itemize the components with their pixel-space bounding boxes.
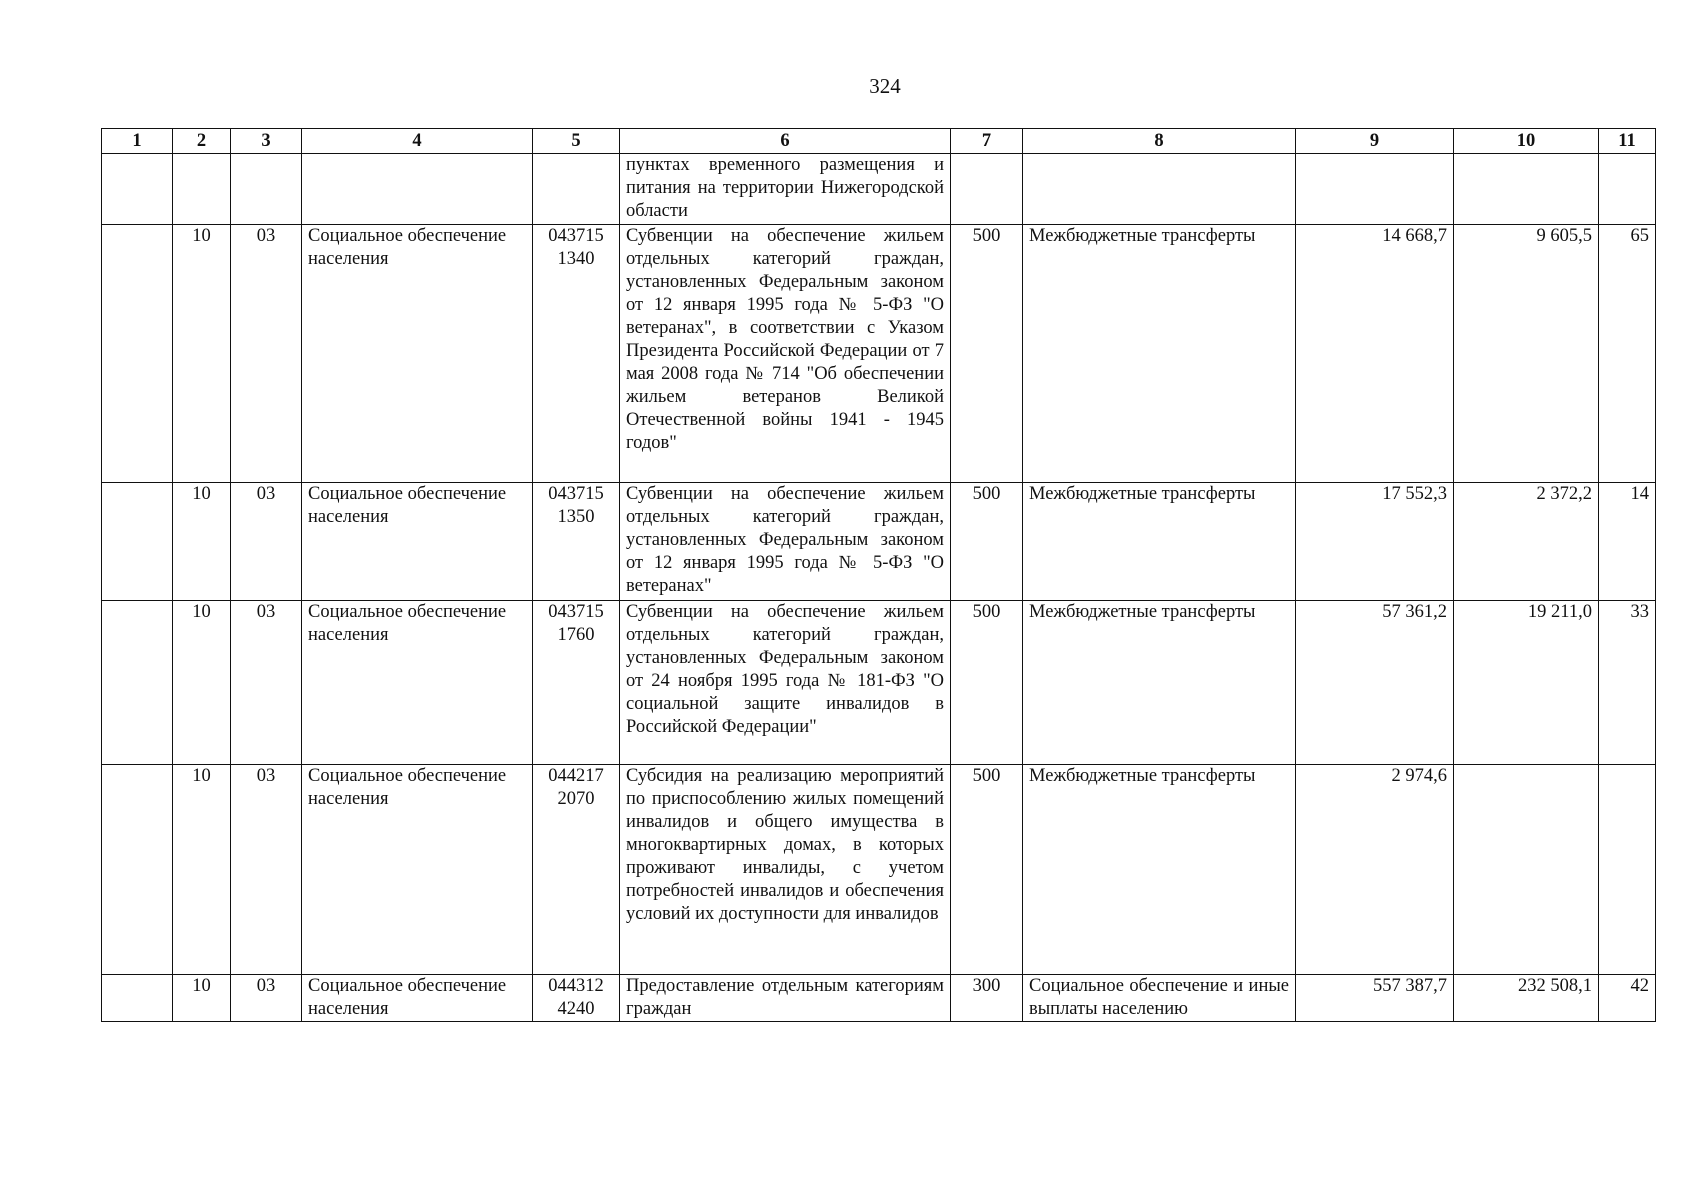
cell-target-code: 043715 1350 <box>533 483 620 601</box>
cell-section-name: Социальное обеспечение населения <box>302 225 533 483</box>
cell-col1 <box>102 154 173 225</box>
cell-section: 10 <box>173 765 231 975</box>
page-number: 324 <box>869 74 901 98</box>
cell-subsection: 03 <box>231 225 302 483</box>
header-row <box>102 129 1656 154</box>
cell-description: Субсидия на реализацию мероприятий по приспособлению жилых помещений инвалидов и общего имущества в многоквартирных домах, в которых проживают инвалиды, с учетом потребностей инвалидов и обеспечения условий их доступности для инвалидов <box>620 765 951 975</box>
cell-section: 10 <box>173 975 231 1022</box>
cell-plan-amount: 14 668,7 <box>1296 225 1454 483</box>
cell-expense-type: 500 <box>951 765 1023 975</box>
cell-col1 <box>102 483 173 601</box>
cell-actual-amount: 9 605,5 <box>1454 225 1599 483</box>
table-row <box>102 483 1656 601</box>
cell-col1 <box>102 225 173 483</box>
column-header: 3 <box>231 129 302 154</box>
cell-plan-amount: 557 387,7 <box>1296 975 1454 1022</box>
cell-expense-name <box>1023 154 1296 225</box>
cell-section: 10 <box>173 483 231 601</box>
cell-plan-amount: 2 974,6 <box>1296 765 1454 975</box>
cell-subsection: 03 <box>231 601 302 765</box>
column-header: 4 <box>302 129 533 154</box>
cell-target-code <box>533 154 620 225</box>
column-header: 1 <box>102 129 173 154</box>
cell-expense-type: 500 <box>951 225 1023 483</box>
cell-description: Субвенции на обеспечение жильем отдельных категорий граждан, установленных Федеральным законом от 24 ноября 1995 года № 181-ФЗ "О социальной защите инвалидов в Российской Федерации" <box>620 601 951 765</box>
cell-actual-amount: 232 508,1 <box>1454 975 1599 1022</box>
cell-section: 10 <box>173 225 231 483</box>
cell-target-code: 043715 1760 <box>533 601 620 765</box>
cell-section-name: Социальное обеспечение населения <box>302 975 533 1022</box>
column-header: 6 <box>620 129 951 154</box>
column-header: 9 <box>1296 129 1454 154</box>
cell-percent: 65 <box>1599 225 1656 483</box>
cell-percent: 42 <box>1599 975 1656 1022</box>
cell-expense-name: Межбюджетные трансферты <box>1023 601 1296 765</box>
cell-description: Предоставление отдельным категориям граждан <box>620 975 951 1022</box>
cell-expense-name: Межбюджетные трансферты <box>1023 765 1296 975</box>
table-row <box>102 154 1656 225</box>
column-header: 2 <box>173 129 231 154</box>
cell-expense-type: 500 <box>951 601 1023 765</box>
cell-plan-amount: 57 361,2 <box>1296 601 1454 765</box>
cell-percent <box>1599 154 1656 225</box>
cell-percent: 33 <box>1599 601 1656 765</box>
column-header: 7 <box>951 129 1023 154</box>
column-header: 11 <box>1599 129 1656 154</box>
cell-col1 <box>102 601 173 765</box>
cell-percent <box>1599 765 1656 975</box>
cell-description: Субвенции на обеспечение жильем отдельных категорий граждан, установленных Федеральным законом от 12 января 1995 года № 5-ФЗ "О ветеранах" <box>620 483 951 601</box>
cell-actual-amount <box>1454 154 1599 225</box>
column-header: 5 <box>533 129 620 154</box>
cell-col1 <box>102 765 173 975</box>
table-row <box>102 975 1656 1022</box>
budget-table <box>101 128 1656 1022</box>
table-row <box>102 601 1656 765</box>
cell-section-name <box>302 154 533 225</box>
cell-section-name: Социальное обеспечение населения <box>302 601 533 765</box>
cell-expense-name: Межбюджетные трансферты <box>1023 225 1296 483</box>
cell-percent: 14 <box>1599 483 1656 601</box>
cell-target-code: 043715 1340 <box>533 225 620 483</box>
cell-col1 <box>102 975 173 1022</box>
cell-section: 10 <box>173 601 231 765</box>
cell-expense-type: 300 <box>951 975 1023 1022</box>
cell-section-name: Социальное обеспечение населения <box>302 483 533 601</box>
column-header: 10 <box>1454 129 1599 154</box>
cell-subsection: 03 <box>231 765 302 975</box>
cell-expense-type: 500 <box>951 483 1023 601</box>
cell-section-name: Социальное обеспечение населения <box>302 765 533 975</box>
cell-target-code: 044217 2070 <box>533 765 620 975</box>
cell-subsection <box>231 154 302 225</box>
table-row <box>102 765 1656 975</box>
cell-plan-amount <box>1296 154 1454 225</box>
cell-description: Субвенции на обеспечение жильем отдельных категорий граждан, установленных Федеральным законом от 12 января 1995 года № 5-ФЗ "О ветеранах", в соответствии с Указом Президента Российской Федерации от 7 мая 2008 года № 714 "Об обеспечении жильем ветеранов Великой Отечественной войны 1941 - 1945 годов" <box>620 225 951 483</box>
cell-target-code: 044312 4240 <box>533 975 620 1022</box>
cell-section <box>173 154 231 225</box>
cell-subsection: 03 <box>231 483 302 601</box>
cell-actual-amount: 2 372,2 <box>1454 483 1599 601</box>
cell-description: пунктах временного размещения и питания на территории Нижегородской области <box>620 154 951 225</box>
cell-subsection: 03 <box>231 975 302 1022</box>
cell-expense-name: Межбюджетные трансферты <box>1023 483 1296 601</box>
cell-expense-type <box>951 154 1023 225</box>
cell-actual-amount <box>1454 765 1599 975</box>
table-row <box>102 225 1656 483</box>
cell-actual-amount: 19 211,0 <box>1454 601 1599 765</box>
cell-plan-amount: 17 552,3 <box>1296 483 1454 601</box>
cell-expense-name: Социальное обеспечение и иные выплаты населению <box>1023 975 1296 1022</box>
column-header: 8 <box>1023 129 1296 154</box>
